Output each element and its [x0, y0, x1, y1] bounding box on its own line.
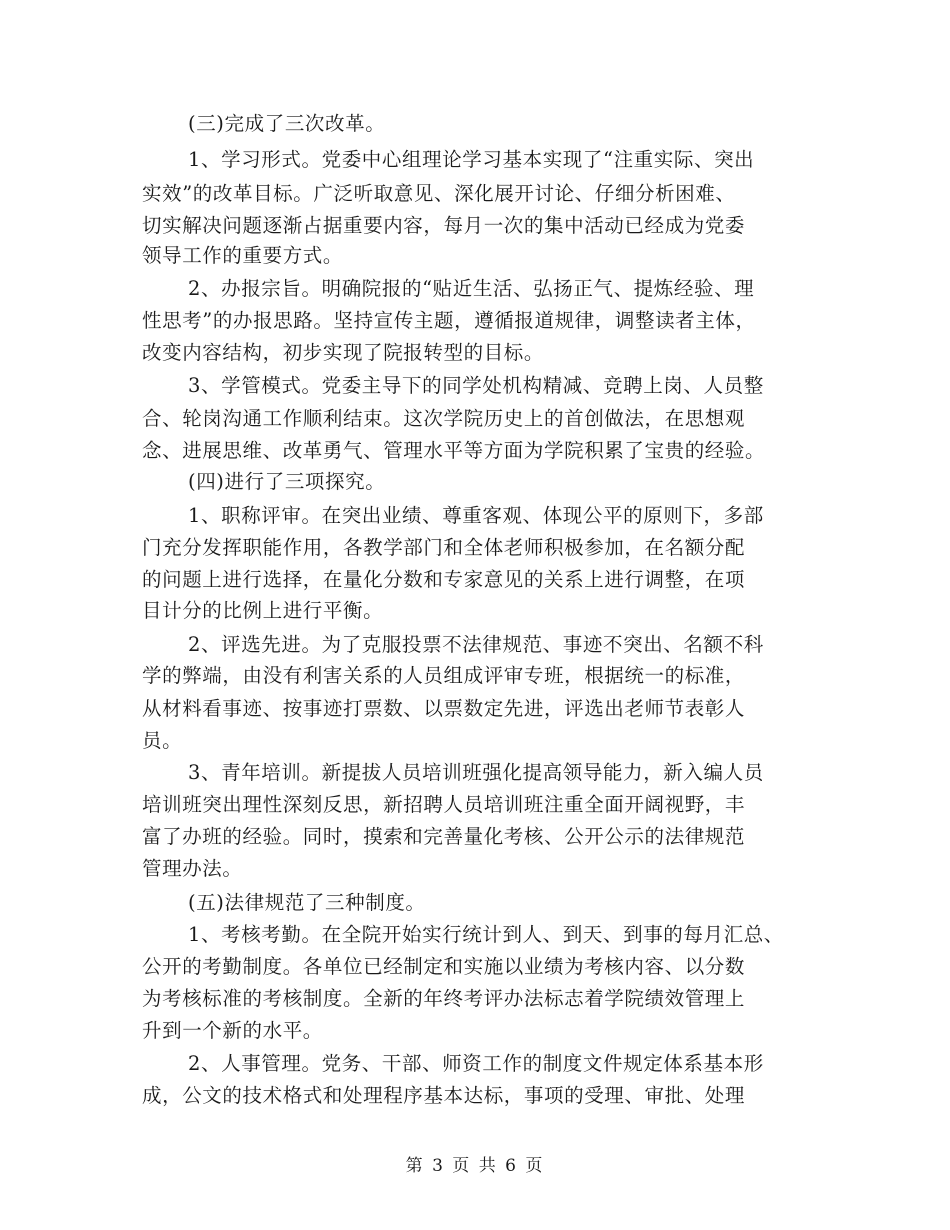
paragraph-line: 切实解决问题逐渐占据重要内容，每月一次的集中活动已经成为党委: [142, 214, 746, 237]
paragraph-line: 改变内容结构，初步实现了院报转型的目标。: [142, 341, 545, 364]
paragraph-line: 1、职称评审。在突出业绩、尊重客观、体现公平的原则下，多部: [188, 504, 764, 527]
section-heading: (三)完成了三次改革。: [188, 112, 386, 135]
paragraph-line: 合、轮岗沟通工作顺利结束。这次学院历史上的首创做法，在思想观: [142, 407, 746, 430]
paragraph-line: 2、评选先进。为了克服投票不法律规范、事迹不突出、名额不科: [188, 633, 764, 656]
paragraph-line: 性思考”的办报思路。坚持宣传主题，遵循报道规律，调整读者主体，: [142, 309, 756, 332]
paragraph-line: 实效”的改革目标。广泛听取意见、深化展开讨论、仔细分析困难、: [142, 182, 736, 205]
paragraph-line: 2、人事管理。党务、干部、师资工作的制度文件规定体系基本形: [188, 1052, 764, 1075]
paragraph-line: 成，公文的技术格式和处理程序基本达标，事项的受理、审批、处理: [142, 1084, 746, 1107]
paragraph-line: 富了办班的经验。同时，摸索和完善量化考核、公开公示的法律规范: [142, 825, 746, 848]
section-heading: (五)法律规范了三种制度。: [188, 891, 426, 914]
paragraph-line: 的问题上进行选择，在量化分数和专家意见的关系上进行调整，在项: [142, 568, 746, 591]
paragraph-line: 目计分的比例上进行平衡。: [142, 599, 384, 622]
paragraph-line: 3、青年培训。新提拔人员培训班强化提高领导能力，新入编人员: [188, 761, 764, 784]
paragraph-line: 培训班突出理性深刻反思，新招聘人员培训班注重全面开阔视野，丰: [142, 793, 746, 816]
paragraph-line: 1、学习形式。党委中心组理论学习基本实现了“注重实际、突出: [188, 148, 755, 171]
paragraph-line: 员。: [142, 729, 183, 752]
paragraph-line: 门充分发挥职能作用，各教学部门和全体老师积极参加，在名额分配: [142, 536, 746, 559]
paragraph-line: 学的弊端，由没有利害关系的人员组成评审专班，根据统一的标准，: [142, 664, 746, 687]
paragraph-line: 3、学管模式。党委主导下的同学处机构精减、竞聘上岗、人员整: [188, 374, 764, 397]
paragraph-line: 念、进展思维、改革勇气、管理水平等方面为学院积累了宝贵的经验。: [142, 439, 766, 462]
paragraph-line: 管理办法。: [142, 857, 243, 880]
paragraph-line: 升到一个新的水平。: [142, 1019, 323, 1042]
page-number-footer: 第 3 页 共 6 页: [405, 1156, 545, 1176]
paragraph-line: 2、办报宗旨。明确院报的“贴近生活、弘扬正气、提炼经验、理: [188, 277, 755, 300]
section-heading: (四)进行了三项探究。: [188, 470, 386, 493]
paragraph-line: 公开的考勤制度。各单位已经制定和实施以业绩为考核内容、以分数: [142, 955, 746, 978]
paragraph-line: 1、考核考勤。在全院开始实行统计到人、到天、到事的每月汇总、: [188, 923, 784, 946]
paragraph-line: 从材料看事迹、按事迹打票数、以票数定先进，评选出老师节表彰人: [142, 697, 746, 720]
paragraph-line: 为考核标准的考核制度。全新的年终考评办法标志着学院绩效管理上: [142, 987, 746, 1010]
paragraph-line: 领导工作的重要方式。: [142, 244, 344, 267]
